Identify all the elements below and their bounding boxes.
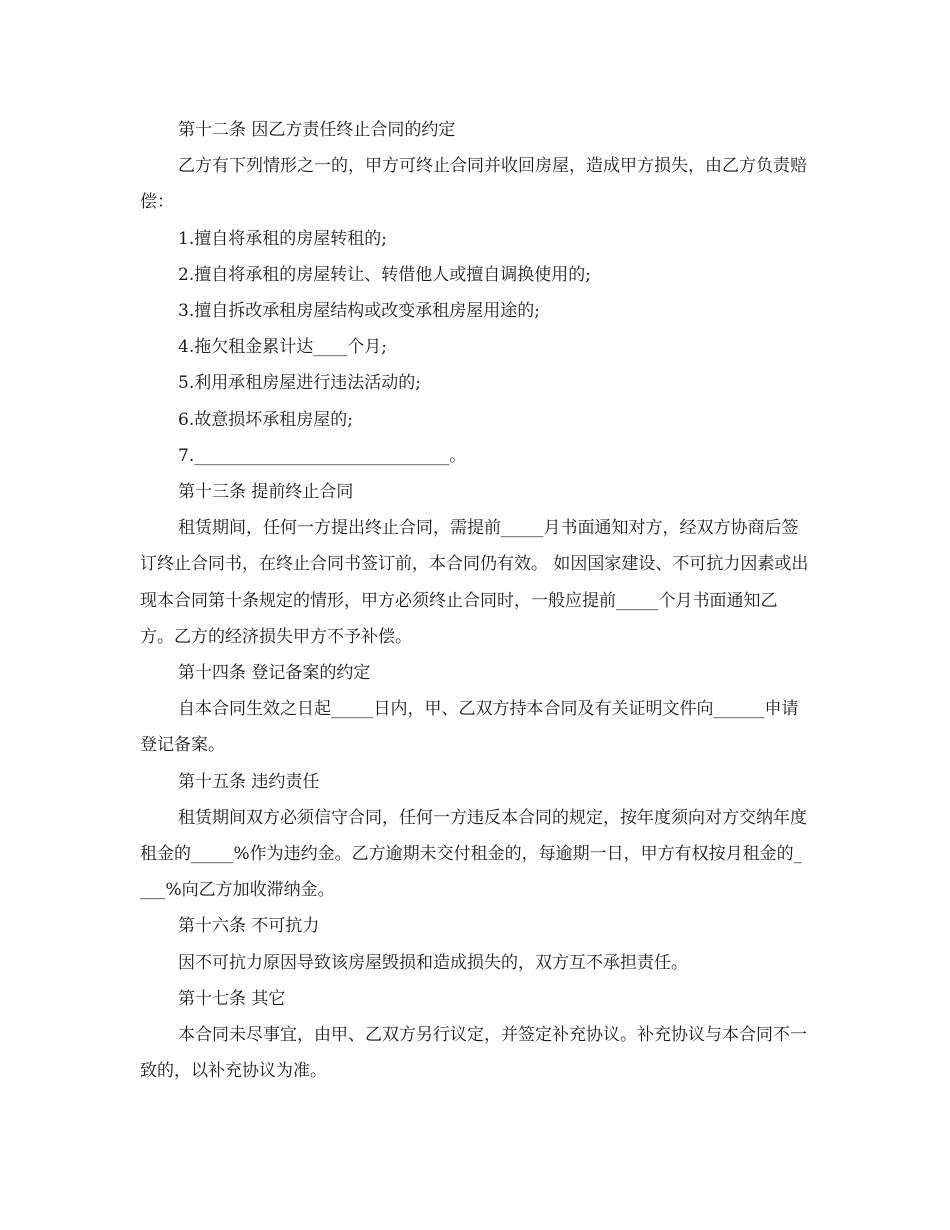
clause-12-item-7: 7.______________________________。	[178, 445, 467, 466]
clause-13-body: 租赁期间，任何一方提出终止合同，需提前_____月书面通知对方，经双方协商后签订终止合同书，在终止合同书签订前，本合同仍有效。 如因国家建设、不可抗力因素或出现本合同第十条规定的情形，甲方必须终止合同时，一般应提前_____个月书面通知乙方。乙方的经济损失甲方不予补偿。	[140, 518, 809, 647]
clause-12-item-2: 2.擅自将承租的房屋转让、转借他人或擅自调换使用的;	[178, 264, 591, 285]
clause-13-heading: 第十三条 提前终止合同	[178, 482, 354, 503]
clause-12-item-4: 4.拖欠租金累计达____个月;	[178, 337, 387, 358]
clause-15-body: 租赁期间双方必须信守合同，任何一方违反本合同的规定，按年度须向对方交纳年度租金的_____%作为违约金。乙方逾期未交付租金的，每逾期一日，甲方有权按月租金的____%向乙方加收滞纳金。	[140, 807, 807, 901]
clause-14-heading: 第十四条 登记备案的约定	[178, 663, 371, 684]
document-page	[140, 112, 810, 1089]
clause-17-heading: 第十七条 其它	[178, 988, 286, 1009]
clause-15-heading: 第十五条 违约责任	[178, 771, 320, 792]
clause-12-heading: 第十二条 因乙方责任终止合同的约定	[178, 120, 456, 140]
clause-12-item-5: 5.利用承租房屋进行违法活动的;	[178, 373, 421, 394]
clause-12-item-1: 1.擅自将承租的房屋转租的;	[178, 228, 387, 249]
clause-12-item-6: 6.故意损坏承租房屋的;	[178, 409, 353, 430]
clause-12-intro: 乙方有下列情形之一的，甲方可终止合同并收回房屋，造成甲方损失，由乙方负责赔偿：	[140, 156, 807, 213]
clause-12-item-3: 3.擅自拆改承租房屋结构或改变承租房屋用途的;	[178, 301, 540, 322]
clause-16-body: 因不可抗力原因导致该房屋毁损和造成损失的，双方互不承担责任。	[178, 952, 688, 973]
clause-14-body: 自本合同生效之日起_____日内，甲、乙双方持本合同及有关证明文件向______申请登记备案。	[140, 699, 799, 756]
clause-16-heading: 第十六条 不可抗力	[178, 916, 320, 937]
clause-17-body: 本合同未尽事宜，由甲、乙双方另行议定，并签定补充协议。补充协议与本合同不一致的，以补充协议为准。	[140, 1025, 807, 1082]
